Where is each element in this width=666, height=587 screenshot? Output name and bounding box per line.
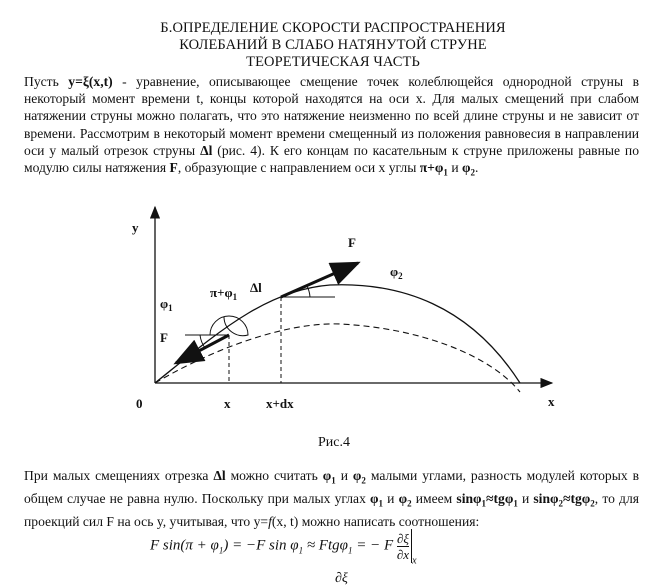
formula-approx: ≈ Ftgφ (303, 537, 348, 554)
sin-approx: sinφ (456, 490, 482, 506)
derivative-fraction (397, 531, 409, 562)
function-f: f (268, 513, 272, 529)
sin-approx: sinφ (533, 490, 559, 506)
subscript: 1 (298, 545, 304, 556)
title-line-1: Б.ОПРЕДЕЛЕНИЕ СКОРОСТИ РАСПРОСТРАНЕНИЯ (160, 20, 506, 36)
text: можно считать (225, 468, 323, 483)
title-line-3: ТЕОРЕТИЧЕСКАЯ ЧАСТЬ (246, 54, 420, 70)
text: и (447, 160, 462, 176)
figure-caption: Рис.4 (318, 435, 350, 450)
text: , то для проекций сил F на ось y, учитывая, что y= (24, 490, 639, 529)
subscript: 2 (407, 498, 412, 509)
angle-phi2: φ (462, 160, 471, 176)
text: Пусть (24, 74, 69, 89)
text: и (335, 468, 353, 483)
y-axis-label: y (132, 220, 139, 235)
force-symbol: F (169, 160, 178, 176)
force-left-label: F (160, 330, 168, 345)
text: - уравнение, описывающее смещение точек колеблющейся однородной струны в некоторый момент времени t, концы которой находятся на оси x. Для малых смещений при слабом натяжении струны можно полагать, что это натяжение неизменно по всей длине струны и не зависит от времени. Рассмотрим в некоторый момент времени смещенный из положения равновесия в направлении оси y малый отрезок струны (24, 74, 639, 158)
numerator: ∂ξ (396, 530, 409, 546)
formula-lhs: F sin(π + φ (150, 537, 219, 554)
subscript: 1 (481, 498, 487, 509)
pi-phi1-label: $\pi+\varphi_1$ (210, 285, 238, 302)
force-arrow-right (281, 263, 358, 297)
tg-approx: ≈tgφ (563, 490, 591, 506)
subscript: 2 (558, 498, 564, 509)
text: (рис. 4). К его концам по касательным к струне приложены равные по модулю силы натяжения (24, 142, 639, 176)
text: имеем (411, 490, 457, 506)
title-line-2: КОЛЕБАНИЙ В СЛАБО НАТЯНУТОЙ СТРУНЕ (179, 37, 487, 53)
phi1-label: $\varphi_1$ (160, 296, 173, 313)
tick-xdx-label: x+dx (266, 396, 294, 411)
denominator: ∂x (396, 546, 410, 562)
delta-l-label: Δl (250, 280, 262, 295)
equation-inline: y=ξ(x,t) (68, 74, 113, 89)
subscript: 2 (361, 475, 366, 486)
text: При малых смещениях отрезка (24, 468, 214, 483)
text: . (474, 160, 479, 176)
angle-pi-phi1: π+φ (419, 160, 444, 176)
subscript: 1 (347, 545, 353, 556)
formula-continued: ∂ξ (335, 571, 348, 586)
force-top-label: F (348, 235, 356, 250)
phi2-label: $\varphi_2$ (390, 264, 403, 281)
phi: φ (398, 490, 408, 506)
x-axis-label: x (548, 394, 555, 409)
evaluation-point: x (412, 555, 417, 567)
subscript: 1 (218, 545, 224, 556)
formula-eq: = − F (352, 537, 397, 554)
phi: φ (370, 490, 379, 506)
subscript: 1 (513, 498, 518, 509)
text: (x, t) можно написать соотношения: (271, 513, 480, 529)
subscript: 2 (590, 498, 595, 509)
subscript: 1 (378, 498, 384, 509)
second-paragraph (24, 467, 639, 530)
subscript: 1 (443, 167, 448, 178)
subscript: 2 (470, 167, 475, 178)
phi: φ (352, 468, 362, 483)
delta-l: Δl (200, 142, 213, 158)
text: , образующие с направлением оси x углы (177, 160, 420, 176)
tick-x-label: x (224, 396, 231, 411)
tg-approx: ≈tgφ (486, 490, 514, 506)
text: и (517, 490, 534, 506)
text: и (383, 490, 399, 506)
delta-l: Δl (213, 468, 226, 483)
formula (150, 529, 417, 566)
text: малыми углами, разность модулей которых в общем случае не равна нулю. Поскольку при малых углах (24, 468, 639, 506)
origin-label: 0 (136, 396, 143, 411)
subscript: 1 (331, 475, 336, 486)
formula-mid: ) = −F sin φ (223, 537, 299, 554)
phi: φ (322, 468, 332, 483)
